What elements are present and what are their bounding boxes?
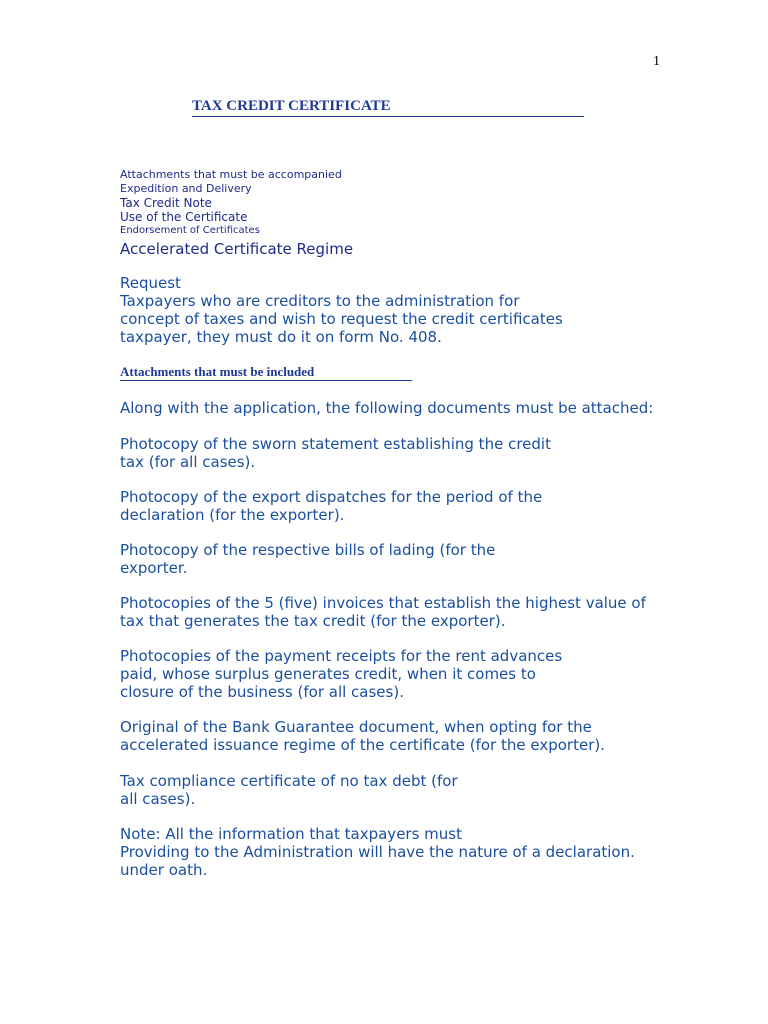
request-heading: Request — [120, 274, 181, 292]
note-paragraph: Note: All the information that taxpayers must Providing to the Administration will have the nature of a declaration. under oath. — [120, 825, 635, 879]
attachment-item: Photocopy of the respective bills of lading (for the exporter. — [120, 541, 496, 577]
toc-item-tax-credit-note: Tax Credit Note — [120, 196, 212, 210]
page-number: 1 — [653, 54, 660, 69]
request-paragraph: Taxpayers who are creditors to the administration for concept of taxes and wish to request the credit certificates taxpayer, they must do it on form No. 408. — [120, 292, 563, 346]
attachment-item: Photocopy of the sworn statement establishing the credit tax (for all cases). — [120, 435, 551, 471]
attachment-item: Tax compliance certificate of no tax debt (for all cases). — [120, 772, 458, 808]
attachments-heading: Attachments that must be included — [120, 364, 412, 381]
toc-item-use-of-certificate: Use of the Certificate — [120, 210, 248, 224]
toc-item-expedition: Expedition and Delivery — [120, 182, 252, 195]
table-of-contents — [120, 168, 353, 259]
toc-item-accelerated-regime: Accelerated Certificate Regime — [120, 240, 354, 258]
document-title: TAX CREDIT CERTIFICATE — [192, 97, 584, 117]
attachment-item: Photocopy of the export dispatches for the period of the declaration (for the exporter). — [120, 488, 543, 524]
attachment-item: Photocopies of the 5 (five) invoices that establish the highest value of tax that generates the tax credit (for the exporter). — [120, 594, 646, 630]
toc-item-attachments: Attachments that must be accompanied — [120, 168, 342, 181]
attachment-item: Photocopies of the payment receipts for the rent advances paid, whose surplus generates credit, when it comes to closure of the business (for all cases). — [120, 647, 563, 701]
toc-item-endorsement: Endorsement of Certificates — [120, 225, 260, 236]
attachment-item: Original of the Bank Guarantee document, when opting for the accelerated issuance regime of the certificate (for the exporter). — [120, 718, 605, 754]
attachments-intro: Along with the application, the following documents must be attached: — [120, 399, 654, 417]
